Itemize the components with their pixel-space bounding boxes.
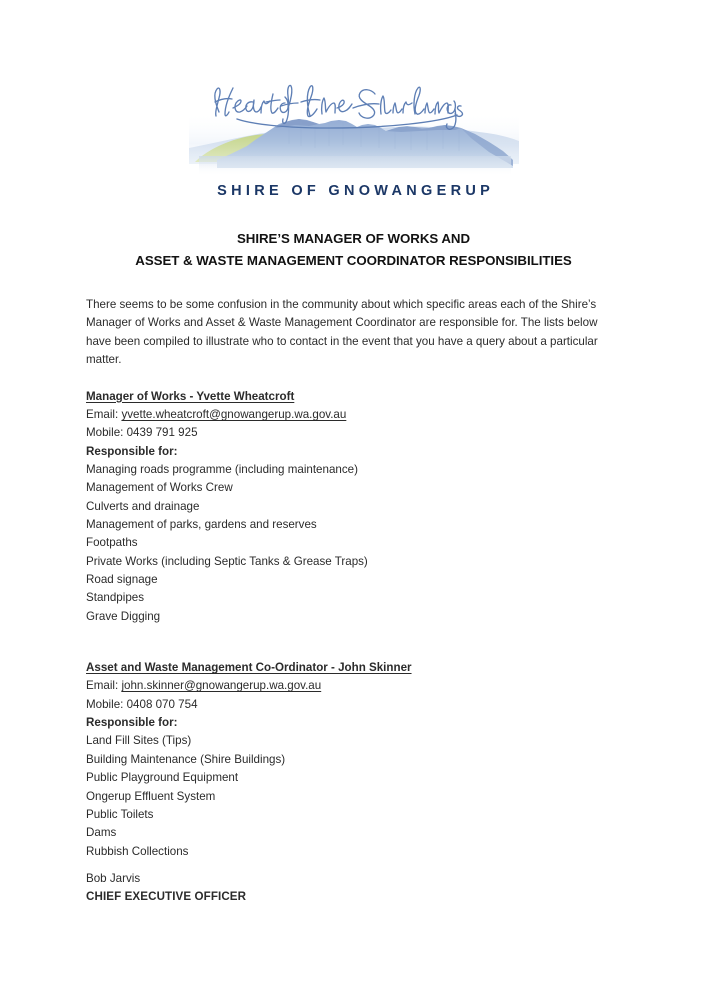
page-title-line-2: ASSET & WASTE MANAGEMENT COORDINATOR RESPONSIBILITIES bbox=[135, 253, 572, 268]
responsible-for-label: Responsible for: bbox=[86, 716, 178, 730]
page-title-line-1: SHIRE’S MANAGER OF WORKS AND bbox=[236, 231, 471, 246]
list-item: Land Fill Sites (Tips) bbox=[86, 734, 192, 748]
list-item: Culverts and drainage bbox=[86, 499, 200, 513]
section-heading: Manager of Works - Yvette Wheatcroft bbox=[86, 389, 295, 403]
section-manager-of-works bbox=[86, 388, 624, 626]
email-line bbox=[86, 677, 624, 695]
email-link[interactable]: yvette.wheatcroft@gnowangerup.wa.gov.au bbox=[121, 407, 347, 421]
list-item: Managing roads programme (including maintenance) bbox=[86, 463, 358, 476]
list-item: Dams bbox=[86, 826, 117, 840]
mobile-line: Mobile: 0408 070 754 bbox=[86, 697, 198, 711]
signatory-role: CHIEF EXECUTIVE OFFICER bbox=[86, 890, 247, 904]
email-link[interactable]: john.skinner@gnowangerup.wa.gov.au bbox=[121, 679, 322, 693]
section-asset-waste-coordinator bbox=[86, 659, 624, 861]
email-label: Email: bbox=[86, 407, 122, 421]
responsibility-list bbox=[86, 732, 624, 860]
intro-paragraph: There seems to be some confusion in the community about which specific areas each of the Shire’s Manager of Works and Asset & Waste Management Coordinator are responsible for. The lists below have been compiled to illustrate who to contact in the event that you have a query about a particular matter. bbox=[86, 298, 598, 367]
mobile-line: Mobile: 0439 791 925 bbox=[86, 426, 198, 440]
page-title bbox=[0, 228, 707, 272]
list-item: Standpipes bbox=[86, 591, 145, 605]
shire-name-wordmark: SHIRE OF GNOWANGERUP bbox=[217, 183, 495, 199]
list-item: Grave Digging bbox=[86, 609, 161, 623]
list-item: Public Toilets bbox=[86, 807, 154, 821]
signature-block bbox=[86, 870, 486, 907]
list-item: Private Works (including Septic Tanks & Grease Traps) bbox=[86, 554, 368, 568]
list-item: Building Maintenance (Shire Buildings) bbox=[86, 752, 286, 766]
list-item: Ongerup Effluent System bbox=[86, 789, 216, 803]
shire-logo bbox=[0, 72, 707, 199]
signatory-name: Bob Jarvis bbox=[86, 872, 141, 885]
responsible-for-label: Responsible for: bbox=[86, 444, 178, 458]
section-heading: Asset and Waste Management Co-Ordinator - John Skinner bbox=[86, 661, 412, 675]
list-item: Management of Works Crew bbox=[86, 481, 233, 495]
list-item: Management of parks, gardens and reserves bbox=[86, 518, 317, 532]
email-label: Email: bbox=[86, 679, 122, 693]
stirling-ranges-logo-artwork bbox=[189, 72, 519, 182]
list-item: Footpaths bbox=[86, 536, 138, 550]
list-item: Road signage bbox=[86, 573, 158, 587]
list-item: Rubbish Collections bbox=[86, 844, 189, 858]
list-item: Public Playground Equipment bbox=[86, 771, 239, 785]
email-line bbox=[86, 406, 624, 424]
responsibility-list bbox=[86, 461, 624, 626]
document-body bbox=[86, 296, 624, 861]
